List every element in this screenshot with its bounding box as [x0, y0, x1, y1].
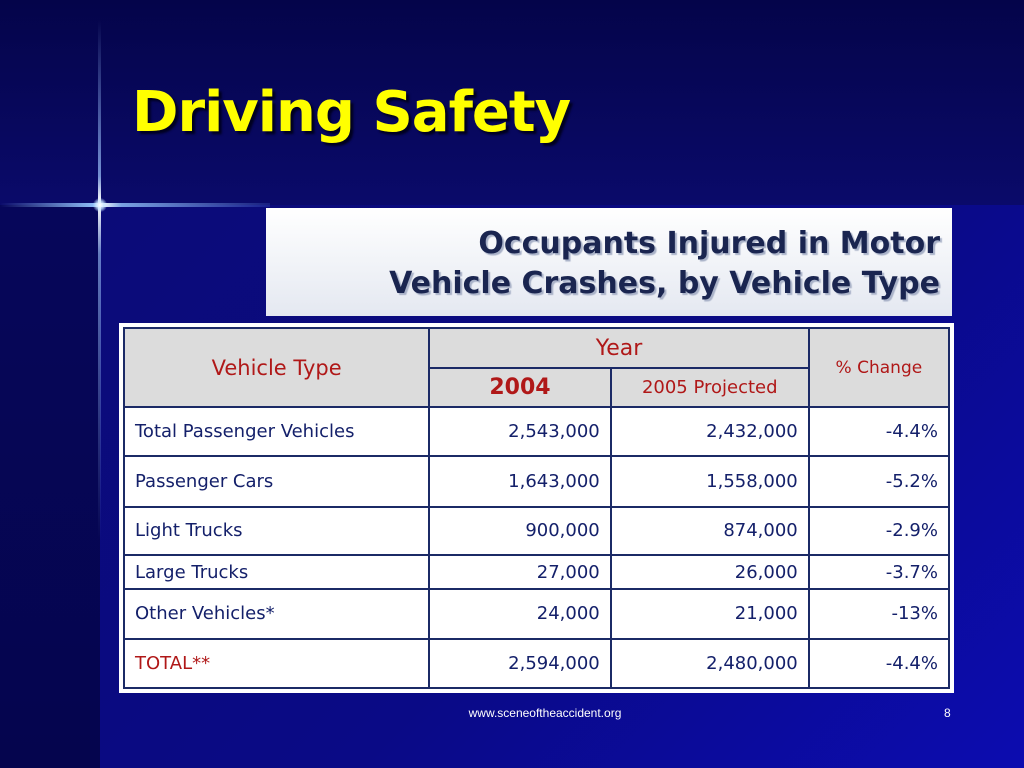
- cell-2004: 1,643,000: [429, 456, 611, 506]
- light-flare-horizontal: [0, 203, 270, 207]
- light-flare-center: [93, 198, 107, 212]
- header-year-2005-projected: 2005 Projected: [611, 368, 809, 407]
- cell-2005: 2,432,000: [611, 407, 809, 456]
- table-caption-box: [266, 208, 952, 316]
- header-year-2004: 2004: [429, 368, 611, 407]
- cell-change: -4.4%: [809, 407, 949, 456]
- table-row-total: [124, 639, 949, 688]
- cell-2005: 2,480,000: [611, 639, 809, 688]
- table-header-row-1: [124, 328, 949, 368]
- header-vehicle-type: Vehicle Type: [124, 328, 429, 407]
- table-row: [124, 555, 949, 589]
- background-left: [0, 205, 100, 768]
- footer-url: www.sceneoftheaccident.org: [468, 706, 622, 720]
- injury-table-container: [119, 323, 954, 693]
- cell-2004: 2,543,000: [429, 407, 611, 456]
- cell-vehicle-type: Passenger Cars: [124, 456, 429, 506]
- cell-vehicle-type: Total Passenger Vehicles: [124, 407, 429, 456]
- cell-2005: 21,000: [611, 589, 809, 638]
- cell-change: -3.7%: [809, 555, 949, 589]
- cell-2005: 874,000: [611, 507, 809, 555]
- light-flare-vertical: [98, 20, 101, 540]
- table-row: [124, 456, 949, 506]
- cell-change: -5.2%: [809, 456, 949, 506]
- cell-2005: 1,558,000: [611, 456, 809, 506]
- table-row: [124, 407, 949, 456]
- cell-change: -13%: [809, 589, 949, 638]
- cell-2004: 24,000: [429, 589, 611, 638]
- cell-2005: 26,000: [611, 555, 809, 589]
- cell-vehicle-type: Light Trucks: [124, 507, 429, 555]
- table-row: [124, 507, 949, 555]
- cell-change: -2.9%: [809, 507, 949, 555]
- table-caption-line-1: Occupants Injured in Motor: [478, 226, 940, 261]
- cell-2004: 27,000: [429, 555, 611, 589]
- cell-vehicle-type: Other Vehicles*: [124, 589, 429, 638]
- table-row: [124, 589, 949, 638]
- injury-table: [123, 327, 950, 689]
- cell-change: -4.4%: [809, 639, 949, 688]
- header-percent-change: % Change: [809, 328, 949, 407]
- page-number: 8: [944, 706, 951, 720]
- cell-2004: 2,594,000: [429, 639, 611, 688]
- table-caption-line-2: Vehicle Crashes, by Vehicle Type: [389, 266, 940, 301]
- slide-title: Driving Safety: [132, 80, 571, 145]
- cell-2004: 900,000: [429, 507, 611, 555]
- header-year: Year: [429, 328, 809, 368]
- cell-vehicle-type: Large Trucks: [124, 555, 429, 589]
- cell-vehicle-type: TOTAL**: [124, 639, 429, 688]
